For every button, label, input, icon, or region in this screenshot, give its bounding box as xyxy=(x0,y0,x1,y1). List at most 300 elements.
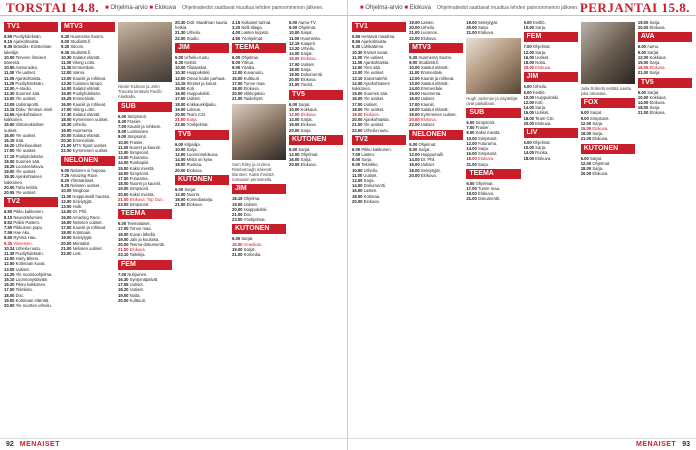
program-time: 9.15 xyxy=(4,39,13,45)
program-listing xyxy=(175,36,229,41)
program-title: Luontoelokuva. xyxy=(15,164,45,170)
program-title: Ohjelmia. xyxy=(241,54,260,60)
channel-header: MTV3 xyxy=(61,22,115,32)
program-title: Yle uutiset. xyxy=(15,169,37,175)
program-time: 10.00 xyxy=(61,188,72,194)
right-header xyxy=(348,0,696,16)
program-time: 20.00 xyxy=(409,25,420,31)
program-time: 21.00 xyxy=(232,252,243,258)
program-time: 17.00 xyxy=(118,176,129,182)
program-title: Viking Lotto. xyxy=(72,106,96,112)
program-title: Teknikko. xyxy=(15,287,34,293)
program-time: 19.00 xyxy=(61,127,72,133)
program-time: 5.00 xyxy=(175,54,184,60)
program-time: 4.50 xyxy=(232,35,241,41)
program-listing xyxy=(638,110,692,115)
program-time: 18.00 xyxy=(352,106,363,112)
program-title: Kotimaan. xyxy=(72,230,92,236)
channel-header: JIM xyxy=(232,184,286,194)
program-title: Kokkaus. xyxy=(649,94,667,100)
program-title: Keittiö. xyxy=(532,20,546,25)
program-time: 20.00 xyxy=(352,117,363,123)
program-title: Suomen sää. xyxy=(363,91,389,97)
right-nav-1: Elokuva xyxy=(409,4,431,11)
program-time: 21.00 xyxy=(118,247,129,253)
program-title: Kultaiset tarinat. xyxy=(241,20,272,25)
program-title: Taiteilija. xyxy=(129,252,146,258)
program-title: Sarja. xyxy=(300,157,312,163)
program-time: 14.00 xyxy=(289,51,300,57)
program-time: 19.00 xyxy=(175,106,186,112)
program-time: 9.45 xyxy=(61,49,70,55)
program-title: Yle uutiset. xyxy=(363,96,385,102)
program-title: Sarja. xyxy=(649,105,661,111)
program-title: Amerikan. xyxy=(243,241,263,247)
program-time: 13.00 xyxy=(409,80,420,86)
program-title: Elokuva. xyxy=(478,191,495,197)
program-time: 12.00 xyxy=(289,152,300,158)
program-title: Lasten. xyxy=(420,20,435,25)
program-title: Uutiset. xyxy=(363,101,378,107)
channel-header: TEEMA xyxy=(466,169,520,179)
program-time: 8.20 xyxy=(61,178,70,184)
program-title: Elokuva. xyxy=(420,117,437,123)
program-time: 20.00 xyxy=(580,171,592,177)
program-title: Emmerdale. xyxy=(420,86,444,92)
program-title: Sarja. xyxy=(300,66,312,72)
program-title: Simpsonit. xyxy=(478,151,498,157)
program-time: 7.59 xyxy=(4,230,13,236)
photo-caption: Nicole Kidman ja John Travolta lentävät Pacific Alaskalla. xyxy=(118,84,163,100)
program-time: 10.00 xyxy=(523,25,534,31)
program-time: 12.00 xyxy=(175,75,186,81)
program-title: Koti. xyxy=(535,100,544,106)
program-time: 8.52 xyxy=(4,219,13,225)
program-time: 12.00 xyxy=(118,150,129,156)
program-title: Team CSI. xyxy=(186,112,207,118)
program-time: 8.00 xyxy=(352,157,361,163)
program-time: 13.00 xyxy=(4,266,15,272)
program-listing xyxy=(581,136,635,141)
program-listing xyxy=(4,112,58,122)
program-title: Elokuva. xyxy=(363,198,380,204)
program-listing xyxy=(4,190,58,195)
program-title: Keittiö. xyxy=(184,60,198,66)
listing-column xyxy=(638,20,692,438)
program-title: Urheilu-ruutu. xyxy=(15,245,42,251)
program-title: Aamu. xyxy=(646,44,660,50)
channel-header: AVA xyxy=(638,32,692,42)
program-title: Sarjat. xyxy=(418,146,431,152)
program-listing xyxy=(524,65,578,70)
program-time: 22.00 xyxy=(409,122,420,128)
program-title: Nelonen ei hopeaa. xyxy=(70,167,107,173)
listing-column xyxy=(352,20,406,438)
program-title: Ohjelmat. xyxy=(298,25,317,31)
program-time: 10.00 xyxy=(289,106,300,112)
program-time: 22.00 xyxy=(61,148,72,154)
program-title: Yöohjelmat. xyxy=(241,35,264,41)
program-time: 16.20 xyxy=(4,282,15,288)
program-time: 6.00 xyxy=(175,186,184,192)
program-time: 5.00 xyxy=(61,167,70,173)
program-time: 16.00 xyxy=(61,101,72,107)
program-title: Elokuva. xyxy=(186,202,203,208)
program-time: 22.00 xyxy=(409,35,420,41)
channel-header: FEM xyxy=(524,32,578,42)
program-time: 16.00 xyxy=(409,162,420,168)
program-time: 10.30 xyxy=(61,54,72,60)
program-time: 8.55 xyxy=(352,39,361,45)
program-title: Uutiset. xyxy=(535,110,550,116)
program-listing xyxy=(409,122,463,127)
program-listing xyxy=(352,81,406,91)
program-title: Yle uutiset. xyxy=(363,106,385,112)
program-title: Hairy Bikers. xyxy=(15,256,40,262)
program-listing xyxy=(4,44,58,54)
program-title: Yle uutiset. xyxy=(363,122,385,128)
program-title: Sitcom. xyxy=(70,44,85,50)
program-title: Kokkaus. xyxy=(649,54,667,60)
program-listing xyxy=(638,70,692,75)
program-title: Sarjat. xyxy=(647,49,660,55)
channel-header: TV2 xyxy=(4,197,58,207)
program-title: Yle uutiset. xyxy=(15,132,37,138)
program-time: 16.00 xyxy=(4,132,15,138)
program-time: 20.00 xyxy=(175,167,186,173)
program-title: Kuvan lähellä. xyxy=(129,231,156,237)
program-time: 6.30 xyxy=(175,60,184,66)
program-time: 6.50 xyxy=(4,209,13,215)
program-title: Lasten. xyxy=(361,152,376,158)
program-time: 7.00 xyxy=(523,44,532,50)
program-listing xyxy=(4,55,58,65)
program-time: 18.00 xyxy=(118,231,129,237)
program-title: Emmerdale. xyxy=(72,96,96,102)
program-title: Elokuva. xyxy=(363,112,380,118)
program-time: 23.00 xyxy=(118,202,129,208)
program-title: Yökuu. xyxy=(241,60,255,66)
program-time: 5.55 xyxy=(4,34,13,39)
program-listing xyxy=(289,162,343,167)
program-title: Dr. Phil. xyxy=(72,209,88,215)
program-time: 2.15 xyxy=(232,20,241,25)
program-time: 11.00 xyxy=(61,193,72,199)
program-title: Kilpailija. xyxy=(184,141,201,147)
program-time: 16.00 xyxy=(61,219,72,225)
program-time: 7.25 xyxy=(61,172,70,178)
program-time: 21.00 xyxy=(352,122,363,128)
right-footer xyxy=(348,438,696,450)
program-time: 5.30 xyxy=(61,34,70,39)
program-time: 18.00 xyxy=(523,155,534,161)
program-time: 15.00 xyxy=(61,214,72,220)
program-title: Selviytyjät. xyxy=(420,167,441,173)
program-time: 21.00 xyxy=(637,110,649,116)
program-time: 19.00 xyxy=(118,186,129,192)
program-title: Sarja. xyxy=(535,25,547,31)
program-title: Kauniit ja rohkeat. xyxy=(420,75,455,81)
program-time: 18.15 xyxy=(232,196,243,202)
program-title: Yle uutiset. xyxy=(15,70,37,76)
program-time: 12.50 xyxy=(4,261,15,267)
program-title: Kotimaan kuvat. xyxy=(15,261,46,267)
program-title: Yle uutiset. xyxy=(15,96,37,102)
program-time: 6.00 xyxy=(289,20,298,25)
program-title: Selviytyjät. xyxy=(72,198,93,204)
program-title: Sarjat. xyxy=(300,30,313,36)
channel-header: JIM xyxy=(175,43,229,53)
program-time: 21.00 xyxy=(232,212,243,218)
program-title: Ohjelmat. xyxy=(592,160,611,166)
program-title: Ohjelmat. xyxy=(532,44,551,50)
program-title: Yle nuorisoohjelma. xyxy=(15,271,53,277)
program-title: Salatut elämät. xyxy=(72,112,101,118)
channel-header: KUTONEN xyxy=(581,144,635,154)
program-listing xyxy=(175,20,229,30)
program-time: 12.00 xyxy=(289,112,300,118)
left-day-title: TORSTAI 14.8. xyxy=(6,0,100,15)
program-time: 14.25 xyxy=(4,271,15,277)
program-time: 6.00 xyxy=(232,54,241,60)
program-title: Teema-dokumentti. xyxy=(129,242,166,248)
program-title: Nelli tilaaja. xyxy=(241,25,263,31)
program-title: Kaapeli. xyxy=(300,40,316,46)
program-time: 10.00 xyxy=(118,139,129,145)
program-time: 20.00 xyxy=(61,240,72,246)
program-listing xyxy=(118,298,172,303)
program-title: Teemalaiset. xyxy=(127,221,151,227)
program-title: Ylen sää. xyxy=(363,65,382,71)
program-title: Studio55.fi. xyxy=(418,60,440,66)
program-title: Huomenta. xyxy=(72,127,94,133)
program-title: Ohjelma. xyxy=(243,196,261,202)
program-title: Salatut elämät. xyxy=(72,54,101,60)
program-time: 21.00 xyxy=(409,30,420,36)
program-title: Sanomalehti. xyxy=(363,75,389,81)
program-time: 18.00 xyxy=(352,193,363,199)
program-title: Nuoret ja kauniit. xyxy=(129,181,162,187)
program-title: Ruoka. xyxy=(535,150,549,156)
program-time: 14.00 xyxy=(409,157,420,163)
program-title: Pikkuinen pupu. xyxy=(13,224,44,230)
program-time: 20.00 xyxy=(409,172,420,178)
program-time: 19.00 xyxy=(637,20,649,25)
program-time: 20.00 xyxy=(232,206,243,212)
program-title: Urheilu. xyxy=(300,46,316,52)
channel-header: KUTONEN xyxy=(232,224,286,234)
photo-caption: Julia Roberts esittää naista joka rakastaa. xyxy=(580,86,631,97)
program-time: 17.10 xyxy=(4,153,15,159)
program-title: Nelosen uutiset. xyxy=(72,219,103,225)
program-title: Kauniit. xyxy=(420,101,435,107)
program-time: 19.30 xyxy=(4,174,15,180)
program-title: Huippukokki. xyxy=(243,206,268,212)
program-time: 14.00 xyxy=(352,183,363,189)
program-title: Sarja. xyxy=(535,145,547,151)
program-time: 8.00 xyxy=(466,130,475,136)
program-title: Elokuva. xyxy=(592,171,609,177)
program-title: Ohjelmat. xyxy=(475,180,494,186)
program-time: 8.10 xyxy=(4,214,13,220)
program-time: 17.00 xyxy=(4,287,15,293)
program-title: Mistä on kyse. xyxy=(186,157,214,163)
program-time: 18.00 xyxy=(175,197,186,203)
program-title: Urheilu. xyxy=(363,167,379,173)
program-time: 19.00 xyxy=(232,201,243,207)
program-time: 18.00 xyxy=(580,166,592,172)
program-time: 10.00 xyxy=(175,146,186,152)
program-time: 17.00 xyxy=(409,101,420,107)
program-title: Uutiset. xyxy=(129,282,144,288)
program-time: 12.00 xyxy=(580,120,592,126)
program-time: 16.00 xyxy=(289,122,300,128)
program-time: 20.00 xyxy=(466,25,477,31)
program-listing xyxy=(232,217,286,222)
program-time: 6.00 xyxy=(466,120,475,126)
program-time: 20.00 xyxy=(289,127,300,133)
program-time: 19.00 xyxy=(4,169,15,175)
program-title: Elokuva. xyxy=(300,122,317,128)
program-title: Neuvottelumies. xyxy=(13,214,44,220)
program-title: Lasten. xyxy=(363,188,378,194)
program-time: 11.30 xyxy=(61,65,72,71)
channel-header: TEEMA xyxy=(118,209,172,219)
program-photo xyxy=(466,38,520,94)
program-time: 16.15 xyxy=(4,138,15,144)
program-time: 6.00 xyxy=(352,146,361,152)
program-title: Uutiset. xyxy=(15,266,30,272)
program-time: 16.00 xyxy=(466,151,477,157)
program-title: Huippumalli haussa. xyxy=(72,193,111,199)
program-title: Urheilu. xyxy=(186,30,202,36)
program-time: 18.00 xyxy=(523,115,534,121)
program-title: Teknikko. xyxy=(361,162,379,168)
program-title: Jalo ja kuuluisa. xyxy=(129,236,160,242)
program-title: Ajankohtainen kakkonen. xyxy=(4,112,42,123)
program-title: Noita. xyxy=(535,60,547,66)
program-title: Huomenta. xyxy=(420,91,442,97)
program-time: 15.00 xyxy=(409,91,420,97)
program-time: 21.00 xyxy=(61,143,72,149)
program-title: Frasier. xyxy=(127,118,142,124)
program-title: Sarja. xyxy=(592,120,604,126)
program-time: 16.00 xyxy=(523,110,534,116)
program-time: 12.00 xyxy=(61,198,72,204)
program-title: Yle uutiset. xyxy=(15,148,37,154)
program-title: Futurama. xyxy=(478,140,498,146)
program-time: 17.00 xyxy=(466,186,477,192)
program-title: Emmerdale. xyxy=(420,70,444,76)
program-title: Yöaika. xyxy=(241,65,256,71)
program-title: Uutiset. xyxy=(363,172,378,178)
program-title: Kauniit ja rohkeat. xyxy=(72,101,107,107)
program-time: 19.00 xyxy=(232,246,243,252)
program-time: 15.00 xyxy=(637,60,649,66)
program-title: Sarja. xyxy=(649,20,661,25)
left-nav-0: Ohjelma-arvio xyxy=(110,4,148,11)
program-time: 13.00 xyxy=(61,204,72,210)
program-title: Kotimaa. xyxy=(363,193,381,199)
program-time: 13.00 xyxy=(4,96,15,102)
program-time: 20.00 xyxy=(118,191,129,197)
program-time: 7.00 xyxy=(466,125,475,131)
right-nav: ■ Ohjelma-arvio ■ Elokuva xyxy=(360,4,431,11)
program-time: 12.00 xyxy=(523,49,534,55)
program-time: 18.00 xyxy=(409,106,420,112)
program-title: Taidelöytö. xyxy=(243,96,264,102)
program-time: 20.00 xyxy=(523,120,534,126)
program-time: 9.00 xyxy=(523,20,532,25)
program-title: Dokumentti. xyxy=(478,196,501,202)
program-title: Emmerdale. xyxy=(72,138,96,144)
program-title: Puoliyhdeksän. xyxy=(15,250,44,256)
program-title: Viikkojakso. xyxy=(243,91,266,97)
program-time: 20.00 xyxy=(637,25,649,31)
program-title: Uutiset. xyxy=(535,54,550,60)
program-title: Puoliyhdeksän. xyxy=(13,34,42,39)
listing-column xyxy=(524,20,578,438)
program-title: Viittomakieliset uutiset. xyxy=(4,122,44,133)
program-time: 5.55 xyxy=(352,34,361,39)
program-title: Simpsonit. xyxy=(127,113,147,119)
program-time: 9.00 xyxy=(289,25,298,31)
program-time: 12.30 xyxy=(4,91,15,97)
program-title: Elokuva. xyxy=(420,35,437,41)
program-time: 13.00 xyxy=(352,70,363,76)
program-time: 10.00 xyxy=(637,94,649,100)
program-time: 19.00 xyxy=(466,191,477,197)
program-title: Ajankohtainen kakkonen. xyxy=(352,80,390,92)
program-title: Urheilu-ruutu. xyxy=(184,54,210,60)
program-photo xyxy=(232,104,286,160)
channel-header: SUB xyxy=(466,108,520,118)
program-time: 15.00 xyxy=(352,91,363,97)
program-time: 14.00 xyxy=(175,157,186,163)
program-time: 8.00 xyxy=(232,60,241,66)
program-title: Elokuva. xyxy=(129,247,146,253)
program-time: 15.00 xyxy=(232,241,243,247)
program-title: Komediasarja. xyxy=(186,197,214,203)
program-time: 20.00 xyxy=(232,91,243,97)
program-time: 15.00 xyxy=(580,126,592,132)
program-listing xyxy=(61,251,115,256)
program-title: Sarjat. xyxy=(590,155,603,161)
program-time: 18.00 xyxy=(175,162,186,168)
left-tagline: Ohjelmatiedot saattavat muuttua lehden painoonmenon jälkeen. xyxy=(182,4,324,11)
program-title: Ajankohtaista. xyxy=(361,39,388,45)
program-title: Suomen sää. xyxy=(15,91,41,97)
program-time: 20.30 xyxy=(175,20,186,25)
program-time: 20.00 xyxy=(4,184,15,190)
program-title: Kuvaruutu. xyxy=(243,70,264,76)
program-time: 8.50 xyxy=(4,235,13,241)
program-time: 20.00 xyxy=(352,198,363,204)
right-page-number: 93 xyxy=(682,441,690,448)
program-title: Ihmiset ja koirat. xyxy=(186,80,218,86)
program-time: 19.00 xyxy=(289,72,300,78)
program-time: 17.00 xyxy=(352,101,363,107)
program-title: Elokuva. xyxy=(243,86,260,92)
program-title: Studio55.fi. xyxy=(70,49,92,55)
program-title: Ohjelmat. xyxy=(532,140,551,146)
program-time: 6.00 xyxy=(289,101,298,107)
program-title: Kiviset sanat. xyxy=(363,49,389,55)
program-title: Ajankohtaista. xyxy=(13,39,40,45)
program-time: 19.00 xyxy=(409,112,420,118)
program-title: Kokkaus. xyxy=(300,106,318,112)
program-photo xyxy=(581,22,635,84)
